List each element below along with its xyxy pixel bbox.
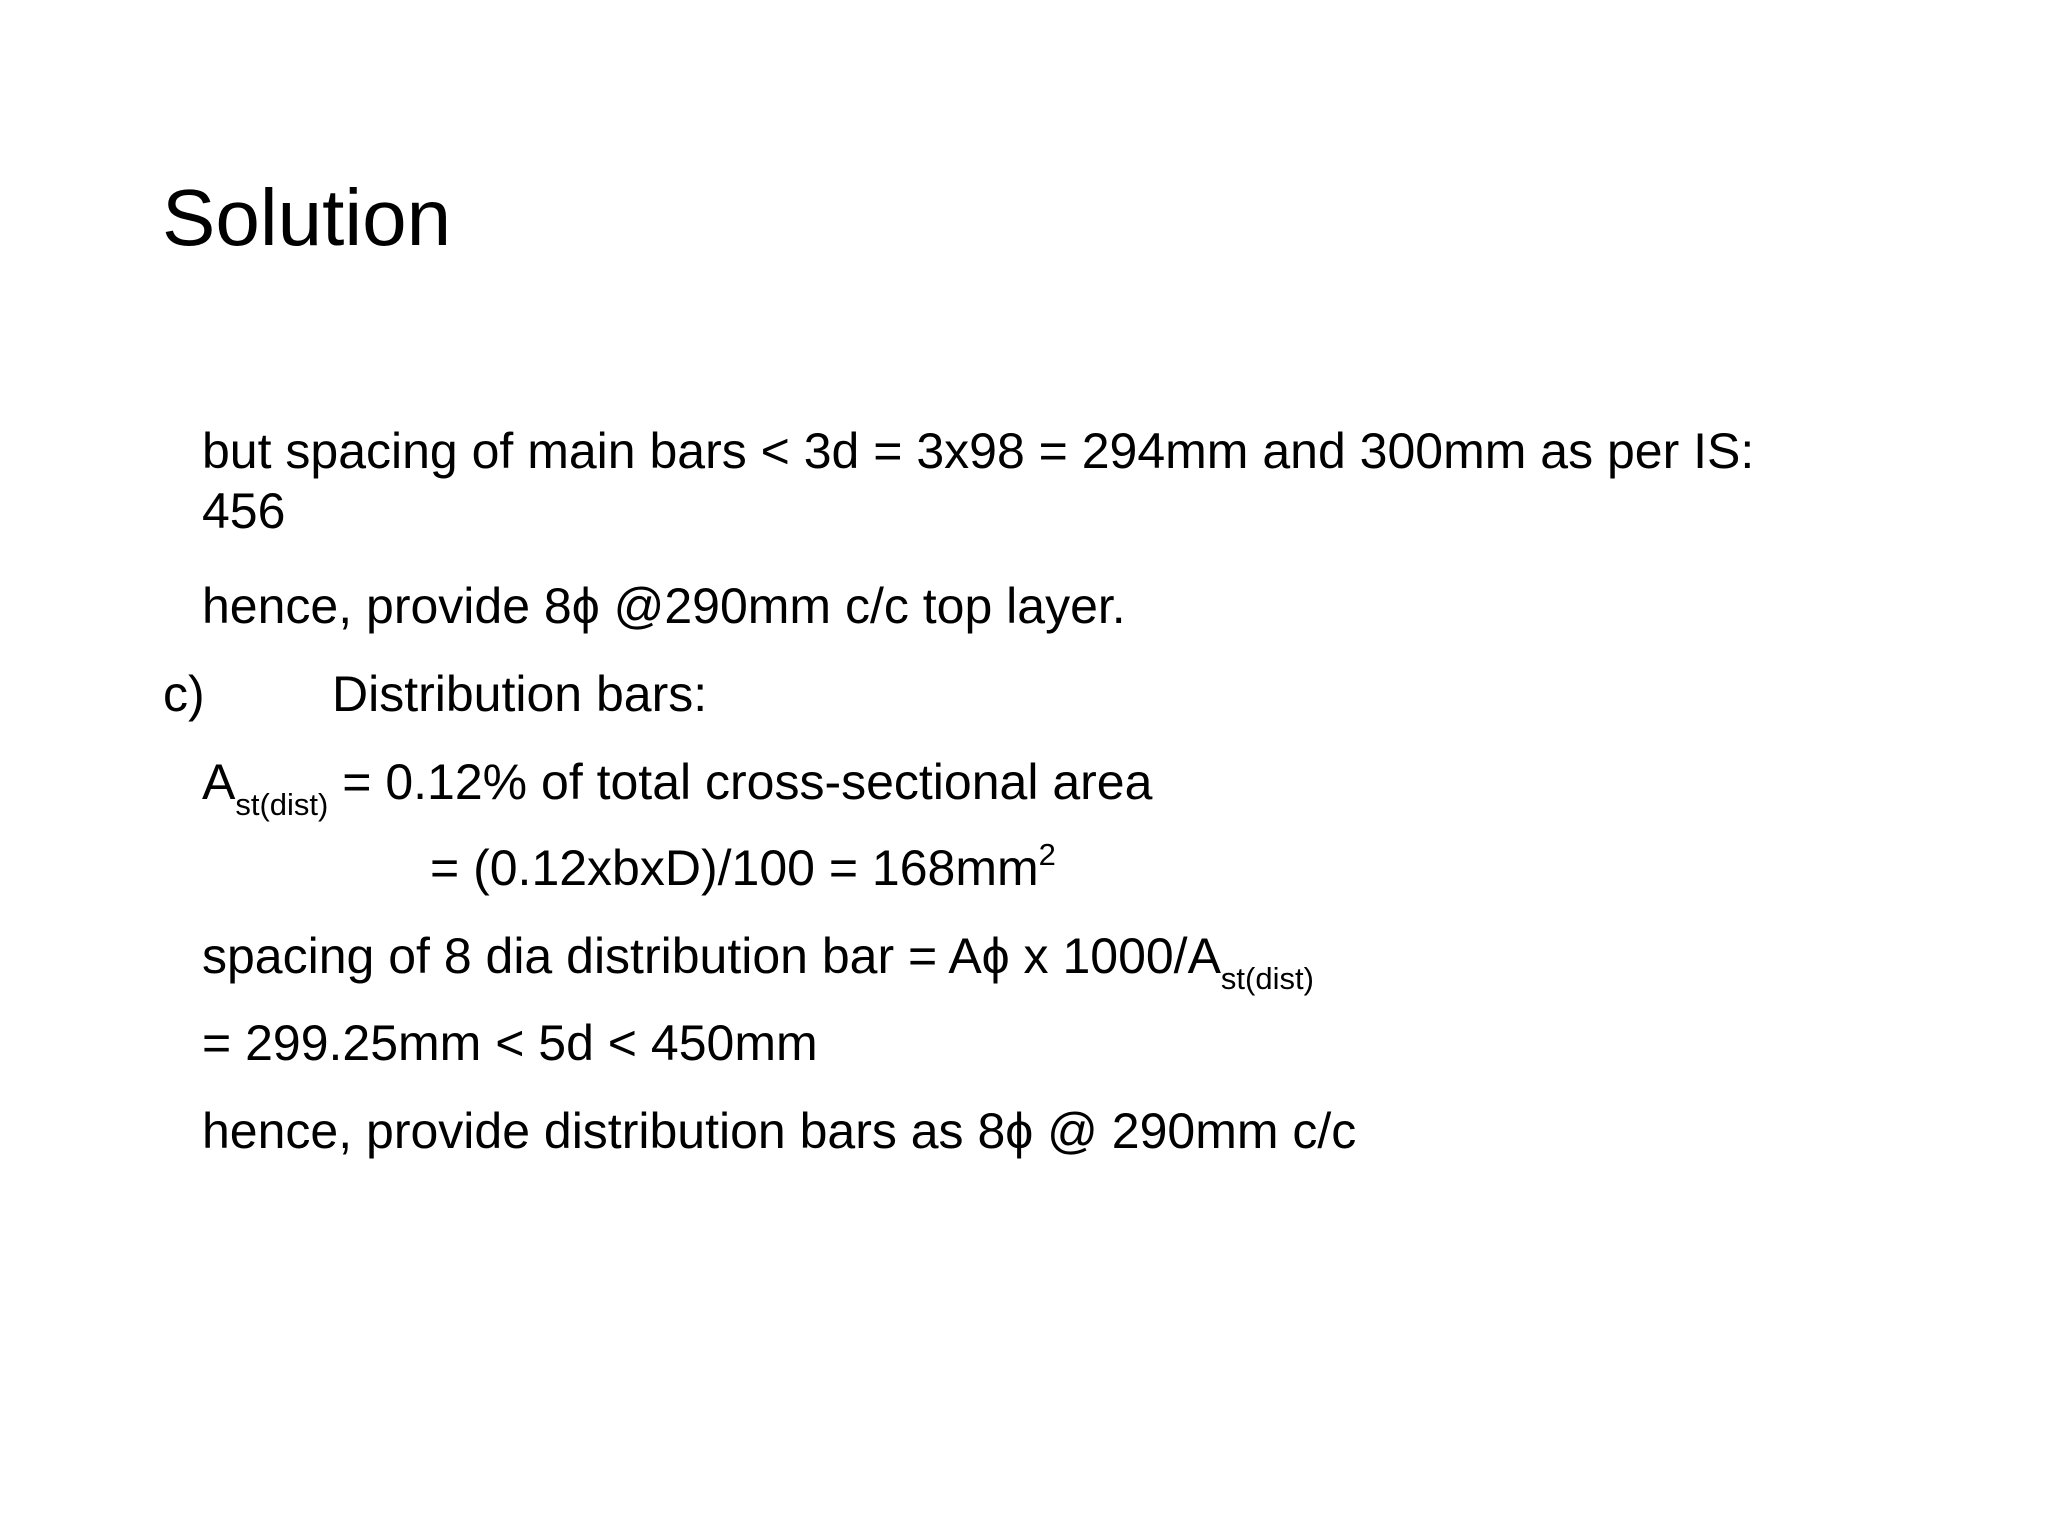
spacing-distribution-line — [202, 926, 1314, 996]
spacing-distribution-subscript: st(dist) — [1220, 961, 1314, 996]
ast-definition-text: = 0.12% of total cross-sectional area — [328, 754, 1153, 810]
ast-value-line — [430, 838, 1056, 898]
ast-symbol: A — [202, 754, 236, 810]
spacing-main-bars-line: but spacing of main bars < 3d = 3x98 = 294mm and 300mm as per IS: — [202, 423, 1755, 479]
slide-title: Solution — [162, 173, 452, 262]
provide-top-layer-line: hence, provide 8ϕ @290mm c/c top layer. — [202, 578, 1126, 634]
ast-definition-line — [202, 752, 1153, 822]
spacing-result-line: = 299.25mm < 5d < 450mm — [202, 1015, 818, 1071]
spacing-distribution-text: spacing of 8 dia distribution bar = Aϕ x 1000/A — [202, 928, 1221, 984]
provide-distribution-line: hence, provide distribution bars as 8ϕ @ 290mm c/c — [202, 1103, 1357, 1159]
section-heading: Distribution bars: — [332, 666, 708, 722]
spacing-main-bars-continuation: 456 — [202, 483, 286, 539]
section-label: c) — [163, 666, 205, 722]
ast-value-text: = (0.12xbxD)/100 = 168mm — [430, 840, 1039, 896]
ast-subscript: st(dist) — [235, 787, 329, 822]
ast-value-superscript: 2 — [1038, 837, 1056, 872]
